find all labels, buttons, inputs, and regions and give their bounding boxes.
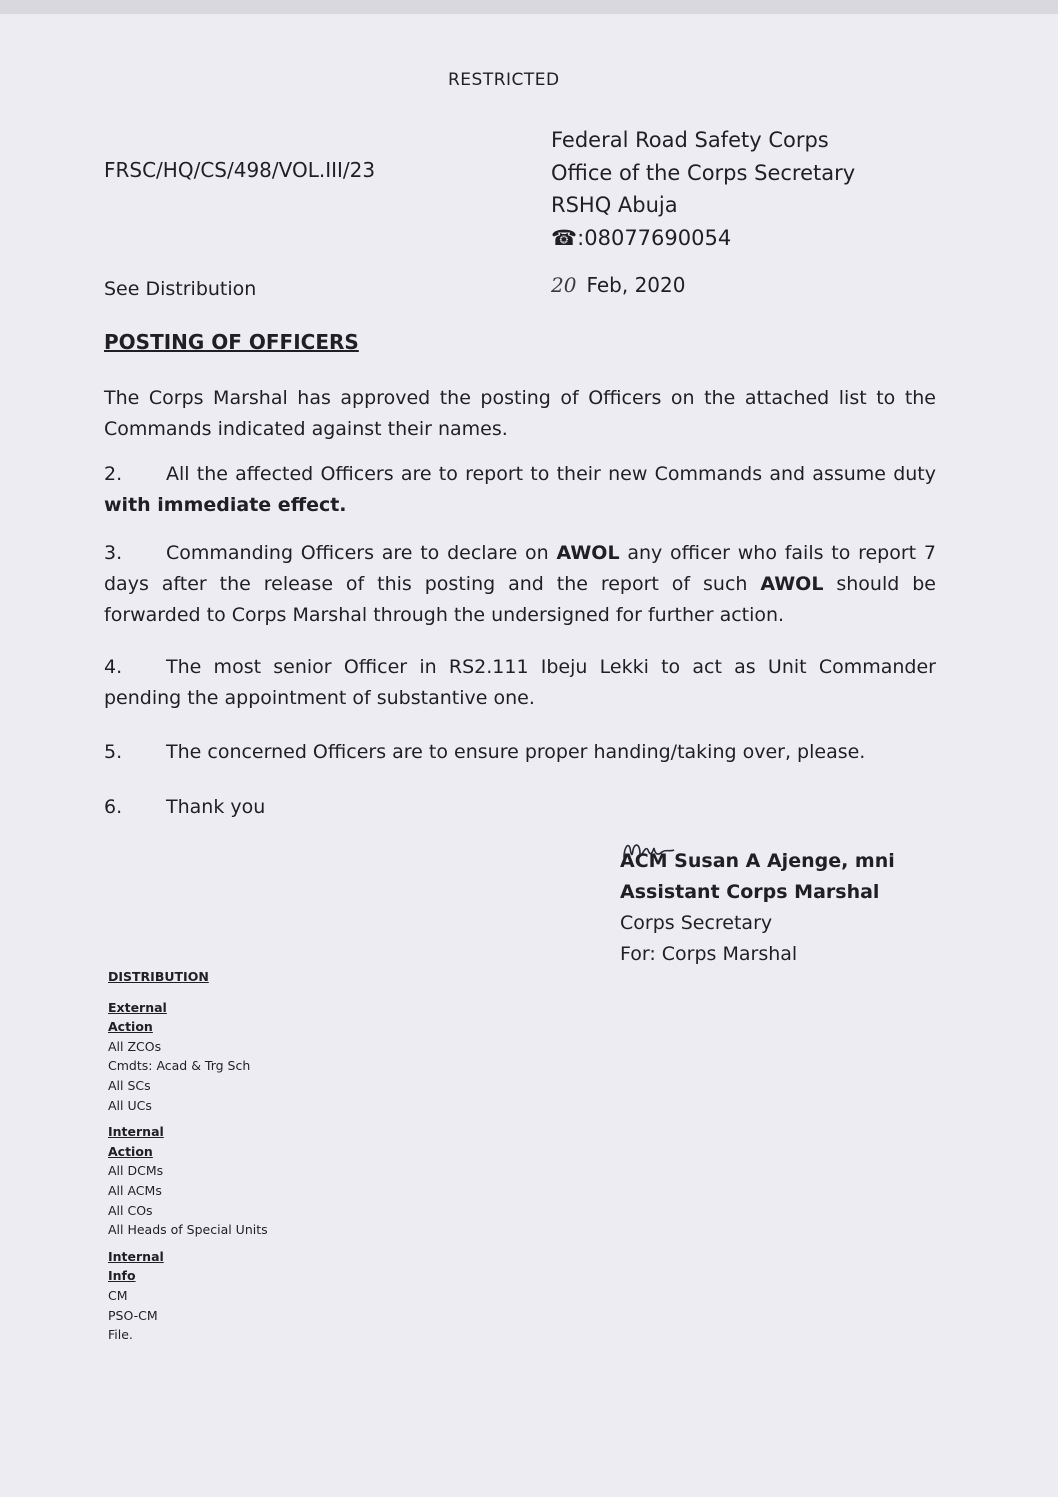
classification-label: RESTRICTED <box>448 70 560 90</box>
paragraph-number: 4. <box>104 656 123 678</box>
list-item: All ZCOs <box>108 1038 162 1054</box>
awol-bold: AWOL <box>556 542 620 564</box>
address-phone: ☎:08077690054 <box>551 225 732 250</box>
date-month-year: Feb, 2020 <box>586 273 686 297</box>
distribution-list <box>108 967 268 1345</box>
paragraph-1: The Corps Marshal has approved the posting of Officers on the attached list to the Commands indicated against their names. <box>104 387 936 440</box>
group-subheading: Action <box>108 1143 153 1159</box>
list-item: PSO-CM <box>108 1307 158 1323</box>
paragraph-5 <box>104 737 936 768</box>
list-item: All COs <box>108 1202 153 1218</box>
subject-heading: POSTING OF OFFICERS <box>104 330 359 354</box>
paragraph-text: The concerned Officers are to ensure proper handing/taking over, please. <box>166 741 866 763</box>
address-org: Federal Road Safety Corps <box>551 128 829 152</box>
group-subheading: Info <box>108 1268 136 1284</box>
list-item: All Heads of Special Units <box>108 1222 268 1238</box>
signer-title: Corps Secretary <box>620 912 773 934</box>
distribution-group <box>108 1122 268 1240</box>
sender-address <box>551 124 855 254</box>
distribution-heading: DISTRIBUTION <box>108 969 209 984</box>
awol-bold: AWOL <box>760 573 824 595</box>
paragraph-number: 6. <box>104 796 123 818</box>
paragraph-text: All the affected Officers are to report to their new Commands and assume duty <box>166 463 936 485</box>
signer-rank: Assistant Corps Marshal <box>620 881 880 903</box>
paragraph-number: 3. <box>104 542 123 564</box>
paragraph-6 <box>104 792 936 823</box>
letter-date <box>551 273 685 297</box>
paragraph-text: should be forwarded to Corps Marshal through the undersigned for further action. <box>104 573 936 626</box>
paragraph-number: 5. <box>104 741 123 763</box>
list-item: All SCs <box>108 1077 151 1093</box>
paragraph-4 <box>104 652 936 714</box>
paragraph-2 <box>104 459 936 521</box>
paragraph-text: The most senior Officer in RS2.111 Ibeju Lekki to act as Unit Commander pending the appointment of substantive one. <box>104 656 936 709</box>
group-heading: Internal <box>108 1124 164 1140</box>
distribution-group <box>108 998 268 1116</box>
list-item: File. <box>108 1327 133 1343</box>
scan-edge <box>0 0 1058 14</box>
paragraph-3 <box>104 538 936 631</box>
addressee: See Distribution <box>104 278 257 300</box>
paragraph-bold: with immediate effect. <box>104 494 347 516</box>
signer-for: For: Corps Marshal <box>620 943 798 965</box>
address-location: RSHQ Abuja <box>551 193 678 217</box>
group-heading: Internal <box>108 1248 164 1264</box>
distribution-group <box>108 1247 268 1345</box>
group-heading: External <box>108 999 167 1015</box>
list-item: CM <box>108 1287 128 1303</box>
signature-block <box>620 846 895 970</box>
paragraph-number: 2. <box>104 463 123 485</box>
paragraph-text: Commanding Officers are to declare on <box>166 542 557 564</box>
list-item: All UCs <box>108 1097 152 1113</box>
signer-name: ACM Susan A Ajenge, mni <box>620 850 895 872</box>
list-item: All ACMs <box>108 1182 162 1198</box>
list-item: All DCMs <box>108 1163 164 1179</box>
address-office: Office of the Corps Secretary <box>551 160 856 185</box>
date-day-handwritten: 20 <box>551 273 577 297</box>
group-subheading: Action <box>108 1019 153 1035</box>
reference-number: FRSC/HQ/CS/498/VOL.III/23 <box>104 158 376 182</box>
paragraph-text: Thank you <box>166 796 266 818</box>
paragraph-text: any officer who fails to report 7 days after the release of this posting and the report of such <box>104 542 936 595</box>
list-item: Cmdts: Acad & Trg Sch <box>108 1058 251 1074</box>
